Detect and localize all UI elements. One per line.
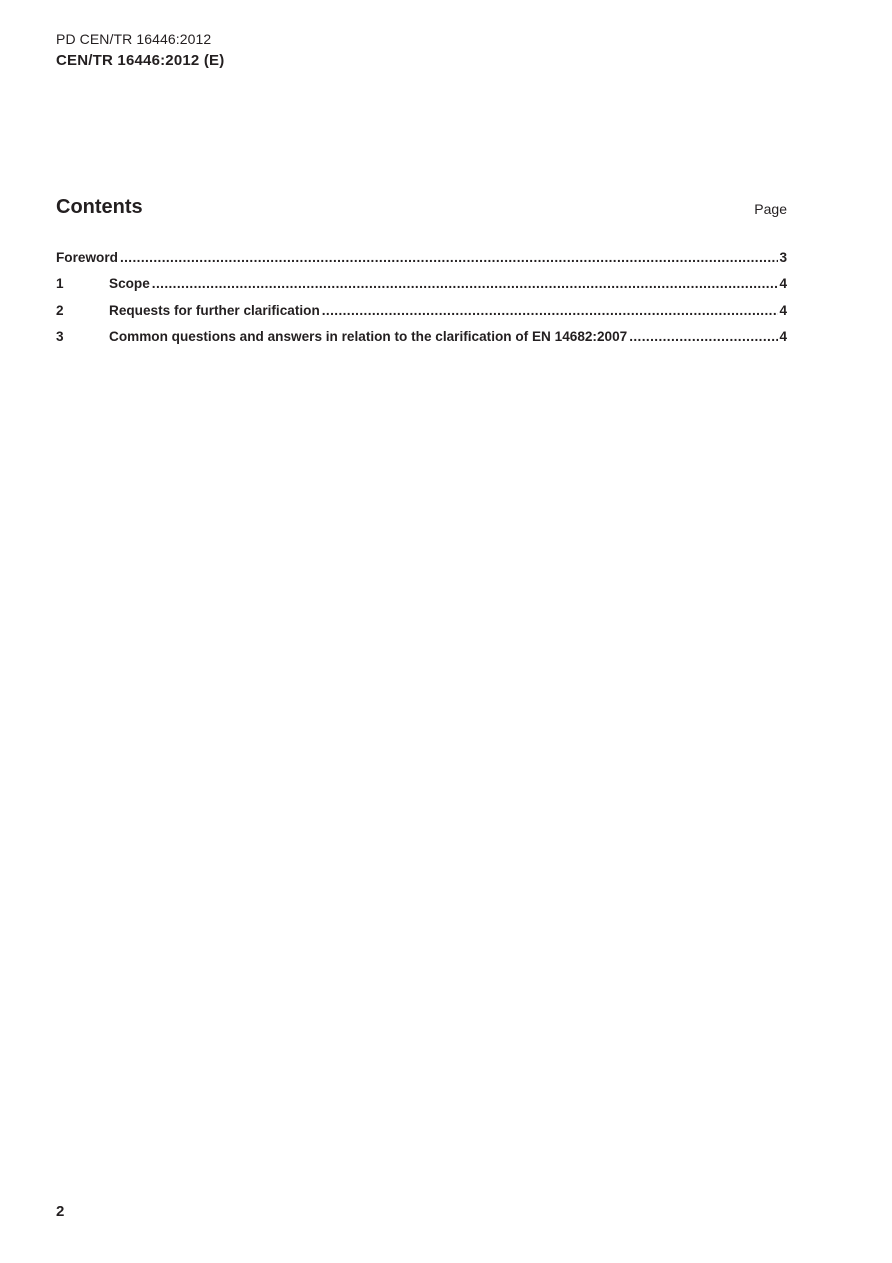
toc-entry-page: 4 bbox=[779, 302, 787, 318]
toc-entry-number: 3 bbox=[56, 328, 64, 344]
toc-entry-page: 4 bbox=[779, 276, 787, 292]
toc-entry-common-questions[interactable] bbox=[56, 329, 787, 355]
toc-leader-dots bbox=[322, 303, 779, 318]
toc-entry-title: Requests for further clarification bbox=[109, 302, 320, 318]
toc-entry-page: 3 bbox=[779, 250, 787, 265]
toc-entry-title: Foreword bbox=[56, 250, 118, 265]
toc-entry-title: Common questions and answers in relation to the clarification of EN 14682:2007 bbox=[109, 328, 628, 344]
toc-entry-page: 4 bbox=[779, 328, 787, 344]
toc-entry-title: Scope bbox=[109, 276, 150, 292]
toc-entry-number: 2 bbox=[56, 302, 64, 318]
page-number: 2 bbox=[56, 1203, 65, 1220]
toc-entry-requests[interactable] bbox=[56, 303, 787, 329]
contents-heading: Contents bbox=[56, 196, 143, 218]
toc-leader-dots bbox=[120, 250, 779, 265]
toc-leader-dots bbox=[629, 329, 778, 344]
toc-entry-foreword[interactable] bbox=[56, 250, 787, 276]
page-column-label: Page bbox=[754, 201, 787, 217]
document-id-line: PD CEN/TR 16446:2012 bbox=[56, 31, 212, 47]
document-standard-line: CEN/TR 16446:2012 (E) bbox=[56, 52, 225, 69]
toc-entry-scope[interactable] bbox=[56, 276, 787, 302]
table-of-contents bbox=[56, 250, 787, 355]
toc-entry-number: 1 bbox=[56, 276, 64, 292]
toc-leader-dots bbox=[152, 276, 779, 291]
